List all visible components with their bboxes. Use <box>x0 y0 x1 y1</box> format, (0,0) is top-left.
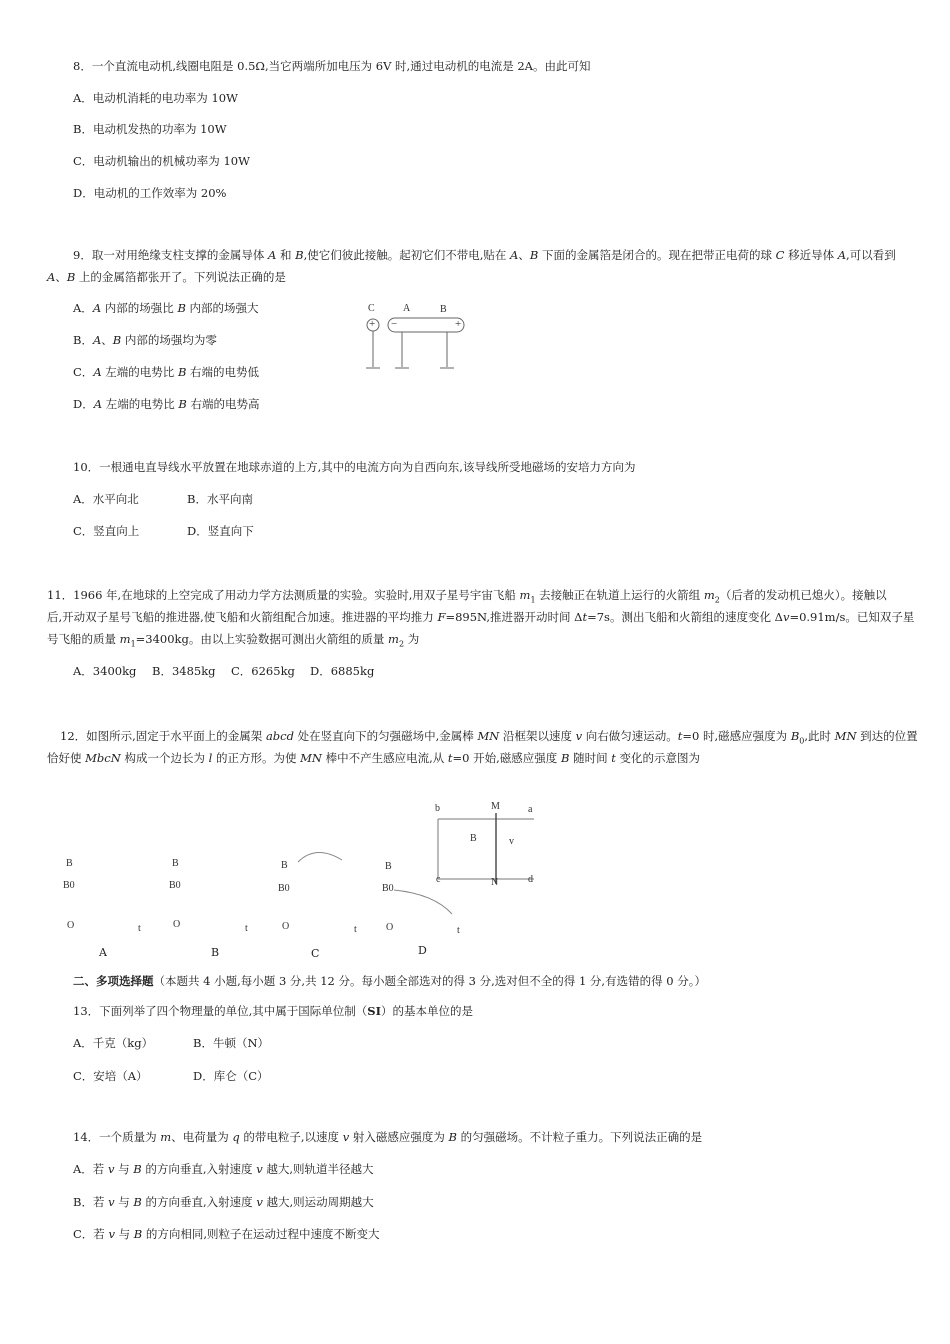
q13-option-d[interactable]: D．库仑（C） <box>193 1069 269 1083</box>
q13-option-b[interactable]: B．牛顿（N） <box>193 1036 270 1050</box>
q11-option-c[interactable]: C．6265kg <box>231 664 295 678</box>
q13-option-a[interactable]: A．千克（kg） <box>73 1036 154 1050</box>
q10-option-a[interactable]: A．水平向北 <box>73 492 139 506</box>
q11-stem-line1: 11．1966 年,在地球的上空完成了用动力学方法测质量的实验。实验时,用双子星号宇宙飞船 $m_1$ 去接触正在轨道上运行的火箭组 $m_2$（后者的发动机已熄火）。接触以 <box>47 588 887 605</box>
q8-option-c[interactable]: C．电动机输出的机械功率为 10W <box>73 154 250 168</box>
graph-d-t-label: t <box>457 925 460 936</box>
q9-label-c: C <box>368 303 375 314</box>
graph-a-t-label: t <box>138 923 141 934</box>
q9-label-a: A <box>403 303 411 314</box>
section2-note: （本题共 4 小题,每小题 3 分,共 12 分。每小题全部选对的得 3 分,选对但不全的得 1 分,有选错的得 0 分。） <box>153 974 706 988</box>
q13-stem: 13．下面列举了四个物理量的单位,其中属于国际单位制（SI）的基本单位的是 <box>73 1004 473 1018</box>
graph-c-y-label: B <box>281 860 288 871</box>
graph-b-caption[interactable]: B <box>211 946 220 959</box>
q10-option-c[interactable]: C．竖直向上 <box>73 524 140 538</box>
q9-option-c[interactable]: C．A 左端的电势比 B 右端的电势低 <box>73 365 260 379</box>
graph-c-t-label: t <box>354 924 357 935</box>
q10-option-d[interactable]: D．竖直向下 <box>187 524 254 538</box>
q9-ball-plus: + <box>369 318 376 330</box>
q14-option-c[interactable]: C．若 v 与 B 的方向相同,则粒子在运动过程中速度不断变大 <box>73 1227 380 1241</box>
q9-option-d[interactable]: D．A 左端的电势比 B 右端的电势高 <box>73 397 260 411</box>
q9-plus-sign: + <box>455 318 462 330</box>
q14-stem: 14．一个质量为 m、电荷量为 q 的带电粒子,以速度 v 射入磁感应强度为 B 的匀强磁场。不计粒子重力。下列说法正确的是 <box>73 1130 703 1144</box>
frame-label-b: b <box>435 803 440 814</box>
q8-option-d[interactable]: D．电动机的工作效率为 20% <box>73 186 227 200</box>
graph-a-y-label: B <box>66 858 73 869</box>
graph-d-origin: O <box>386 922 394 933</box>
graph-c-b0-label: B0 <box>278 883 290 894</box>
frame-label-a: a <box>528 804 533 815</box>
q10-stem: 10．一根通电直导线水平放置在地球赤道的上方,其中的电流方向为自西向东,该导线所受地磁场的安培力方向为 <box>73 460 636 474</box>
q12-frame-figure <box>430 812 540 884</box>
q12-stem-line1: 12．如图所示,固定于水平面上的金属架 abcd 处在竖直向下的匀强磁场中,金属棒 MN 沿框架以速度 v 向右做匀速运动。t=0 时,磁感应强度为 $B_0$,此时 MN 到达的位置 <box>60 729 918 746</box>
q11-option-a[interactable]: A．3400kg <box>73 664 137 678</box>
q9-option-a[interactable]: A．A 内部的场强比 B 内部的场强大 <box>73 301 259 315</box>
graph-b-t-label: t <box>245 923 248 934</box>
q8-option-a[interactable]: A．电动机消耗的电功率为 10W <box>73 91 238 105</box>
q11-stem-line3: 号飞船的质量 $m_1=3400kg$。由以上实验数据可测出火箭组的质量 $m_2$ 为 <box>47 632 420 649</box>
graph-d-caption[interactable]: D <box>418 944 427 957</box>
frame-label-c: c <box>436 874 441 885</box>
q9-minus-sign: − <box>391 318 398 330</box>
graph-c-curve <box>298 848 346 864</box>
frame-label-d: d <box>528 874 533 885</box>
q10-option-b[interactable]: B．水平向南 <box>187 492 253 506</box>
q12-stem-line2: 恰好使 MbcN 构成一个边长为 l 的正方形。为使 MN 棒中不产生感应电流,从 t=0 开始,磁感应强度 B 随时间 t 变化的示意图为 <box>47 751 701 765</box>
q9-label-b: B <box>440 304 447 315</box>
q11-stem-line2: 后,开动双子星号飞船的推进器,使飞船和火箭组配合加速。推进器的平均推力 F=895N,推进器开动时间 Δt=7s。测出飞船和火箭组的速度变化 Δv=0.91m/s。已知双子星 <box>47 610 915 624</box>
graph-b-b0-label: B0 <box>169 880 181 891</box>
graph-c-caption[interactable]: C <box>311 947 320 960</box>
q11-option-b[interactable]: B．3485kg <box>152 664 216 678</box>
graph-c-origin: O <box>282 921 290 932</box>
q9-conductor-figure <box>360 300 470 375</box>
q11-option-d[interactable]: D．6885kg <box>310 664 375 678</box>
q8-option-b[interactable]: B．电动机发热的功率为 10W <box>73 122 227 136</box>
q8-stem: 8．一个直流电动机,线圈电阻是 0.5Ω,当它两端所加电压为 6V 时,通过电动机的电流是 2A。由此可知 <box>73 59 591 73</box>
q14-option-b[interactable]: B．若 v 与 B 的方向垂直,入射速度 v 越大,则运动周期越大 <box>73 1195 374 1209</box>
graph-b-y-label: B <box>172 858 179 869</box>
frame-label-n: N <box>491 877 499 888</box>
frame-velocity-label: v <box>509 836 514 847</box>
q9-option-b[interactable]: B．A、B 内部的场强均为零 <box>73 333 217 347</box>
q9-stem-line2: A、B 上的金属箔都张开了。下列说法正确的是 <box>47 270 286 284</box>
graph-d-b0-label: B0 <box>382 883 394 894</box>
graph-a-caption[interactable]: A <box>99 946 107 959</box>
graph-b-origin: O <box>173 919 181 930</box>
graph-a-b0-label: B0 <box>63 880 75 891</box>
section2-title: 二、多项选择题 <box>73 974 154 988</box>
graph-a-origin: O <box>67 920 75 931</box>
frame-label-m: M <box>491 801 500 812</box>
graph-d-y-label: B <box>385 861 392 872</box>
q13-option-c[interactable]: C．安培（A） <box>73 1069 148 1083</box>
frame-field-label: B <box>470 833 477 844</box>
q9-stem-line1: 9．取一对用绝缘支柱支撑的金属导体 A 和 B,使它们彼此接触。起初它们不带电,贴在 A、B 下面的金属箔是闭合的。现在把带正电荷的球 C 移近导体 A,可以看到 <box>73 248 896 262</box>
q14-option-a[interactable]: A．若 v 与 B 的方向垂直,入射速度 v 越大,则轨道半径越大 <box>73 1162 374 1176</box>
graph-d-curve <box>394 888 456 918</box>
section2-header <box>73 973 706 989</box>
